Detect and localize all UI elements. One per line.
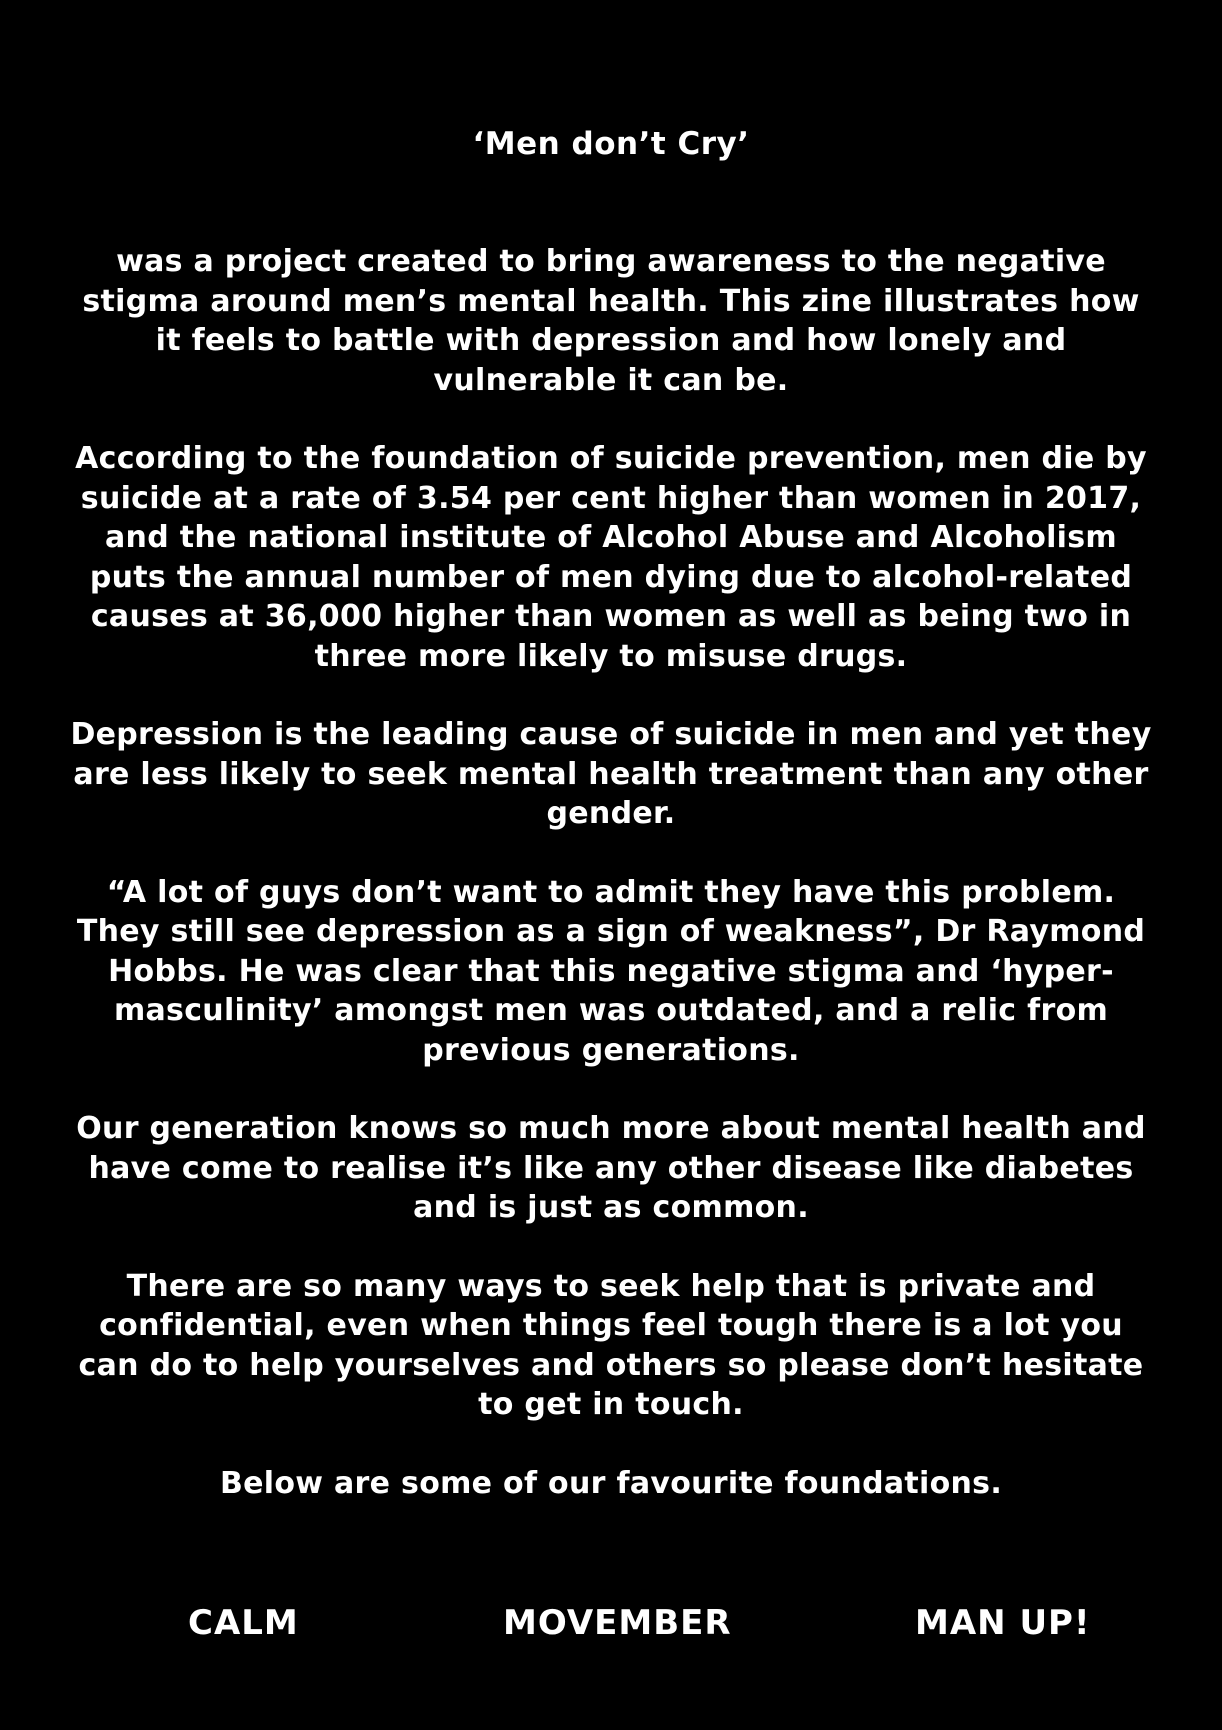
foundation-man-up[interactable]: MAN UP!	[915, 1603, 1091, 1643]
body-text	[70, 242, 1152, 1503]
intro-paragraph: was a project created to bring awareness to the negative stigma around men’s mental health. This zine illustrates how it feels to battle with depression and how lonely and vulnerable it can be.	[82, 244, 1140, 398]
foundation-movember[interactable]: MOVEMBER	[503, 1603, 732, 1643]
foundations-list	[0, 1600, 1222, 1646]
help-paragraph: There are so many ways to seek help that is private and confidential, even when things feel tough there is a lot you can do to help yourselves and others so please don’t hesitate to get in touch.	[78, 1268, 1144, 1422]
generation-paragraph: Our generation knows so much more about mental health and have come to realise it’s like any other disease like diabetes and is just as common.	[76, 1111, 1146, 1225]
quote-paragraph: “A lot of guys don’t want to admit they have this problem. They still see depression as a sign of weakness”, Dr Raymond Hobbs. He was clear that this negative stigma and ‘hyper-masculinity’ amongst men was outdated, and a relic from previous generations.	[76, 874, 1146, 1068]
foundations-intro: Below are some of our favourite foundations.	[219, 1465, 1003, 1501]
depression-paragraph: Depression is the leading cause of suicide in men and yet they are less likely to seek mental health treatment than any other gender.	[70, 717, 1152, 831]
statistics-paragraph: According to the foundation of suicide prevention, men die by suicide at a rate of 3.54 per cent higher than women in 2017, and the national institute of Alcohol Abuse and Alcoholism puts the annual number of men dying due to alcohol-related causes at 36,000 higher than women as well as being two in three more likely to misuse drugs.	[75, 441, 1147, 674]
foundation-calm[interactable]: CALM	[188, 1603, 299, 1643]
page-title: ‘Men don’t Cry’	[472, 126, 750, 162]
